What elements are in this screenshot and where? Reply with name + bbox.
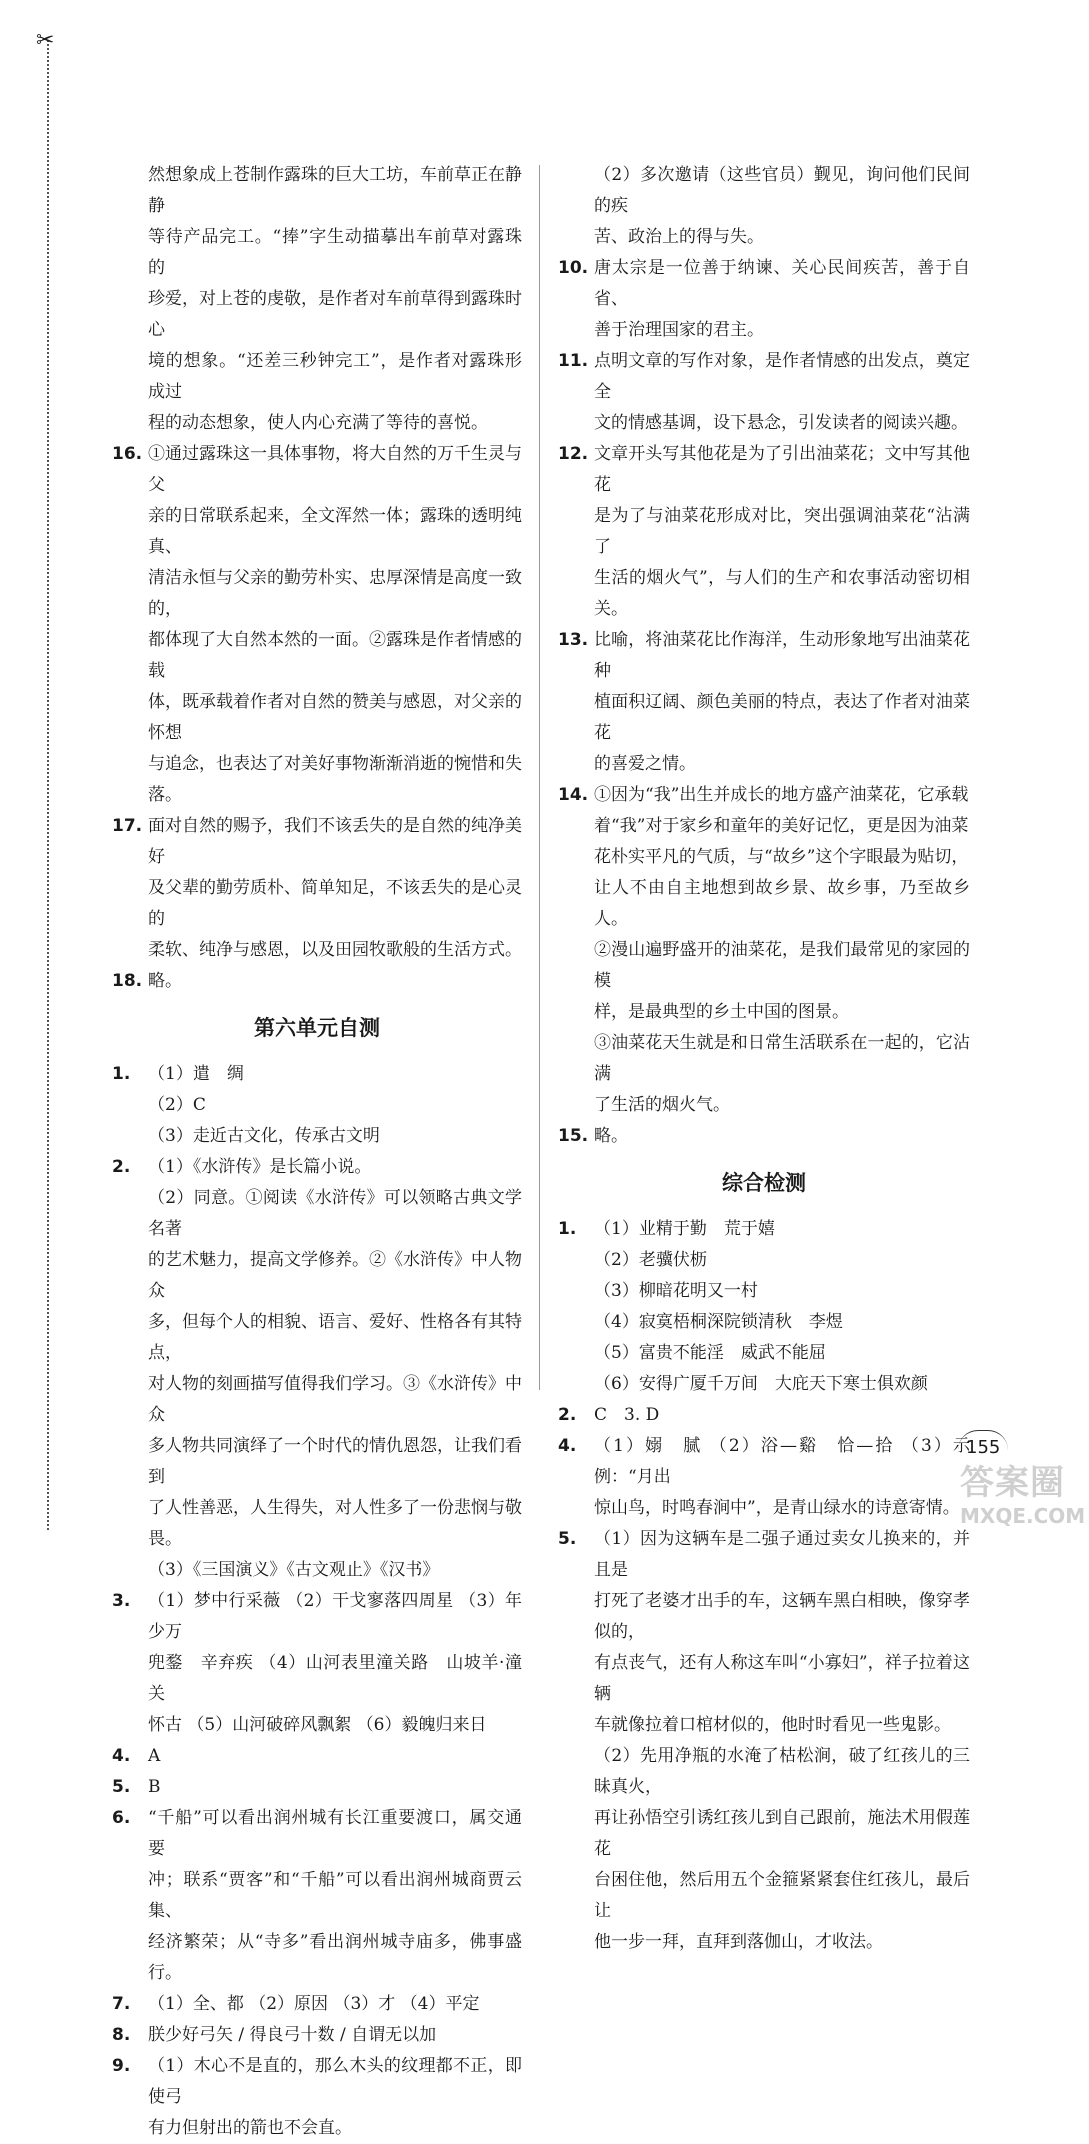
column-divider <box>539 165 540 1390</box>
text-line: 朕少好弓矢 / 得良弓十数 / 自谓无以加 <box>148 2025 437 2045</box>
answer-3 <box>112 1586 522 1741</box>
answer-18 <box>112 966 522 997</box>
question-number: 13. <box>558 630 589 650</box>
text-line: （1）木心不是直的，那么木头的纹理都不正，即使弓 <box>148 2056 522 2107</box>
text-line: 珍爱，对上苍的虔敬，是作者对车前草得到露珠时心 <box>148 289 522 340</box>
question-number: 12. <box>558 444 589 464</box>
text-line: 生活的烟火气”，与人们的生产和农事活动密切相关。 <box>594 568 970 619</box>
watermark-logo <box>960 1455 1085 1533</box>
right-column <box>558 160 970 1958</box>
text-line: （5）富贵不能淫 威武不能屈 <box>594 1343 826 1363</box>
text-line: 然想象成上苍制作露珠的巨大工坊，车前草正在静静 <box>148 165 522 216</box>
text-line: 境的想象。“还差三秒钟完工”，是作者对露珠形成过 <box>148 351 522 402</box>
text-line: 样，是最典型的乡土中国的图景。 <box>594 1002 849 1022</box>
question-number: 6. <box>112 1808 131 1828</box>
text-line: 比喻，将油菜花比作海洋，生动形象地写出油菜花种 <box>594 630 970 681</box>
answer-9 <box>112 2051 522 2144</box>
question-number: 1. <box>558 1219 577 1239</box>
question-number: 9. <box>112 2056 131 2076</box>
text-line: 文章开头写其他花是为了引出油菜花；文中写其他花 <box>594 444 970 495</box>
text-line: 唐太宗是一位善于纳谏、关心民间疾苦，善于自省、 <box>594 258 970 309</box>
text-line: 都体现了大自然本然的一面。②露珠是作者情感的载 <box>148 630 522 681</box>
text-line: 怀古 （5）山河破碎风飘絮 （6）毅魄归来日 <box>148 1715 487 1735</box>
text-line: 及父辈的勤劳质朴、简单知足，不该丢失的是心灵的 <box>148 878 522 929</box>
text-line: （3）《三国演义》《古文观止》《汉书》 <box>148 1560 440 1580</box>
question-number: 14. <box>558 785 589 805</box>
answer-13 <box>558 625 970 780</box>
text-line: 让人不由自主地想到故乡景、故乡事，乃至故乡人。 <box>594 878 970 929</box>
text-line: 有力但射出的箭也不会直。 <box>148 2118 352 2138</box>
text-line: 多，但每个人的相貌、语言、爱好、性格各有其特点， <box>148 1312 522 1363</box>
test-answer-2-3 <box>558 1400 970 1431</box>
question-number: 2. <box>112 1157 131 1177</box>
question-number: 10. <box>558 258 589 278</box>
text-line: ①因为“我”出生并成长的地方盛产油菜花，它承载 <box>594 785 969 805</box>
answer-12 <box>558 439 970 625</box>
answer-15 <box>558 1121 970 1152</box>
text-line: 打死了老婆才出手的车，这辆车黑白相映，像穿孝似的， <box>594 1591 970 1642</box>
question-number: 7. <box>112 1994 131 2014</box>
text-line: B <box>148 1777 161 1797</box>
text-line: 柔软、纯净与感恩，以及田园牧歌般的生活方式。 <box>148 940 522 960</box>
text-line: （1）业精于勤 荒于嬉 <box>594 1219 775 1239</box>
answer-4 <box>112 1741 522 1772</box>
text-line: 程的动态想象，使人内心充满了等待的喜悦。 <box>148 413 488 433</box>
text-line: 他一步一拜，直拜到落伽山，才收法。 <box>594 1932 883 1952</box>
answer-9-continuation <box>558 160 970 253</box>
text-line: 对人物的刻画描写值得我们学习。③《水浒传》中众 <box>148 1374 522 1425</box>
watermark-brand: 答案圈 <box>960 1463 1065 1503</box>
text-line: 台困住他，然后用五个金箍紧紧套住红孩儿，最后让 <box>594 1870 970 1921</box>
question-number: 15. <box>558 1126 589 1146</box>
question-number: 18. <box>112 971 143 991</box>
text-line: ①通过露珠这一具体事物，将大自然的万千生灵与父 <box>148 444 522 495</box>
text-line: 善于治理国家的君主。 <box>594 320 764 340</box>
text-line: 了人性善恶，人生得失，对人性多了一份悲悯与敬畏。 <box>148 1498 522 1549</box>
text-line: 车就像拉着口棺材似的，他时时看见一些鬼影。 <box>594 1715 951 1735</box>
text-line: （1）遣 绸 <box>148 1064 244 1084</box>
question-number: 16. <box>112 444 143 464</box>
watermark-url: MXQE.COM <box>960 1504 1086 1528</box>
text-line: （2）C <box>148 1095 206 1115</box>
text-line: 多人物共同演绎了一个时代的情仇恩怨，让我们看到 <box>148 1436 522 1487</box>
question-number: 5. <box>558 1529 577 1549</box>
text-line: 清洁永恒与父亲的勤劳朴实、忠厚深情是高度一致的， <box>148 568 522 619</box>
text-line: 着“我”对于家乡和童年的美好记忆，更是因为油菜 <box>594 816 969 836</box>
text-line: 亲的日常联系起来，全文浑然一体；露珠的透明纯真、 <box>148 506 522 557</box>
text-line: 点明文章的写作对象，是作者情感的出发点，奠定全 <box>594 351 970 402</box>
text-line: （2）老骥伏枥 <box>594 1250 707 1270</box>
answer-5 <box>112 1772 522 1803</box>
text-line: （1）梦中行采薇 （2）干戈寥落四周星 （3）年少万 <box>148 1591 522 1642</box>
question-number: 1. <box>112 1064 131 1084</box>
question-number: 5. <box>112 1777 131 1797</box>
answer-8 <box>112 2020 522 2051</box>
text-line: （1）嫋 腻 （2）浴—谿 恰—拾 （3）示例：“月出 <box>594 1436 970 1487</box>
text-line: 经济繁荣；从“寺多”看出润州城寺庙多，佛事盛行。 <box>148 1932 522 1983</box>
text-line: （2）同意。①阅读《水浒传》可以领略古典文学名著 <box>148 1188 522 1239</box>
answer-17 <box>112 811 522 966</box>
text-line: 面对自然的赐予，我们不该丢失的是自然的纯净美好 <box>148 816 522 867</box>
text-line: C 3. D <box>594 1405 660 1425</box>
text-line: 是为了与油菜花形成对比，突出强调油菜花“沾满了 <box>594 506 970 557</box>
question-number: 3. <box>112 1591 131 1611</box>
text-line: 的艺术魅力，提高文学修养。②《水浒传》中人物众 <box>148 1250 522 1301</box>
test-answer-1 <box>558 1214 970 1400</box>
text-line: 的喜爱之情。 <box>594 754 696 774</box>
answer-15-continuation <box>112 160 522 439</box>
text-line: 惊山鸟，时鸣春涧中”，是青山绿水的诗意寄情。 <box>594 1498 960 1518</box>
question-number: 4. <box>558 1436 577 1456</box>
text-line: （4）寂寞梧桐深院锁清秋 李煜 <box>594 1312 843 1332</box>
text-line: 与追念，也表达了对美好事物渐渐消逝的惋惜和失落。 <box>148 754 522 805</box>
text-line: 等待产品完工。“捧”字生动描摹出车前草对露珠的 <box>148 227 522 278</box>
answer-14 <box>558 780 970 1121</box>
text-line: （3）走近古文化，传承古文明 <box>148 1126 380 1146</box>
answer-2 <box>112 1152 522 1586</box>
left-column <box>112 160 522 2144</box>
text-line: 体，既承载着作者对自然的赞美与感恩，对父亲的怀想 <box>148 692 522 743</box>
question-number: 17. <box>112 816 143 836</box>
text-line: （1）因为这辆车是二强子通过卖女儿换来的，并且是 <box>594 1529 970 1580</box>
test-answer-4 <box>558 1431 970 1524</box>
text-line: 花朴实平凡的气质，与“故乡”这个字眼最为贴切， <box>594 847 969 867</box>
text-line: ③油菜花天生就是和日常生活联系在一起的，它沾满 <box>594 1033 970 1084</box>
text-line: 冲；联系“贾客”和“千船”可以看出润州城商贾云集、 <box>148 1870 522 1921</box>
section-title-unit6: 第六单元自测 <box>254 1016 380 1040</box>
text-line: （1）全、都 （2）原因 （3）才 （4）平定 <box>148 1994 480 2014</box>
question-number: 2. <box>558 1405 577 1425</box>
answer-11 <box>558 346 970 439</box>
text-line: （3）柳暗花明又一村 <box>594 1281 758 1301</box>
text-line: （1）《水浒传》是长篇小说。 <box>148 1157 372 1177</box>
text-line: 文的情感基调，设下悬念，引发读者的阅读兴趣。 <box>594 413 968 433</box>
text-line: （2）多次邀请（这些官员）觐见，询问他们民间的疾 <box>594 165 970 216</box>
cut-line <box>47 40 49 1530</box>
text-line: 有点丧气，还有人称这车叫“小寡妇”，祥子拉着这辆 <box>594 1653 970 1704</box>
question-number: 11. <box>558 351 589 371</box>
answer-16 <box>112 439 522 811</box>
text-line: 兜鍪 辛弃疾 （4）山河表里潼关路 山坡羊·潼关 <box>148 1653 522 1704</box>
text-line: 略。 <box>594 1126 628 1146</box>
answer-7 <box>112 1989 522 2020</box>
answer-1 <box>112 1059 522 1152</box>
text-line: 再让孙悟空引诱红孩儿到自己跟前，施法术用假莲花 <box>594 1808 970 1859</box>
text-line: “千船”可以看出润州城有长江重要渡口，属交通要 <box>148 1808 522 1859</box>
test-answer-5 <box>558 1524 970 1958</box>
question-number: 8. <box>112 2025 131 2045</box>
text-line: 苦、政治上的得与失。 <box>594 227 764 247</box>
answer-10 <box>558 253 970 346</box>
text-line: （6）安得广厦千万间 大庇天下寒士俱欢颜 <box>594 1374 928 1394</box>
section-title-comprehensive: 综合检测 <box>722 1171 806 1195</box>
answer-6 <box>112 1803 522 1989</box>
text-line: （2）先用净瓶的水淹了枯松涧，破了红孩儿的三昧真火， <box>594 1746 970 1797</box>
text-line: 植面积辽阔、颜色美丽的特点，表达了作者对油菜花 <box>594 692 970 743</box>
text-line: ②漫山遍野盛开的油菜花，是我们最常见的家园的模 <box>594 940 970 991</box>
text-line: 略。 <box>148 971 182 991</box>
page-number: 155 <box>958 1430 1008 1458</box>
question-number: 4. <box>112 1746 131 1766</box>
scissors-icon: ✂ <box>36 28 55 53</box>
text-line: 了生活的烟火气。 <box>594 1095 730 1115</box>
text-line: A <box>148 1746 161 1766</box>
